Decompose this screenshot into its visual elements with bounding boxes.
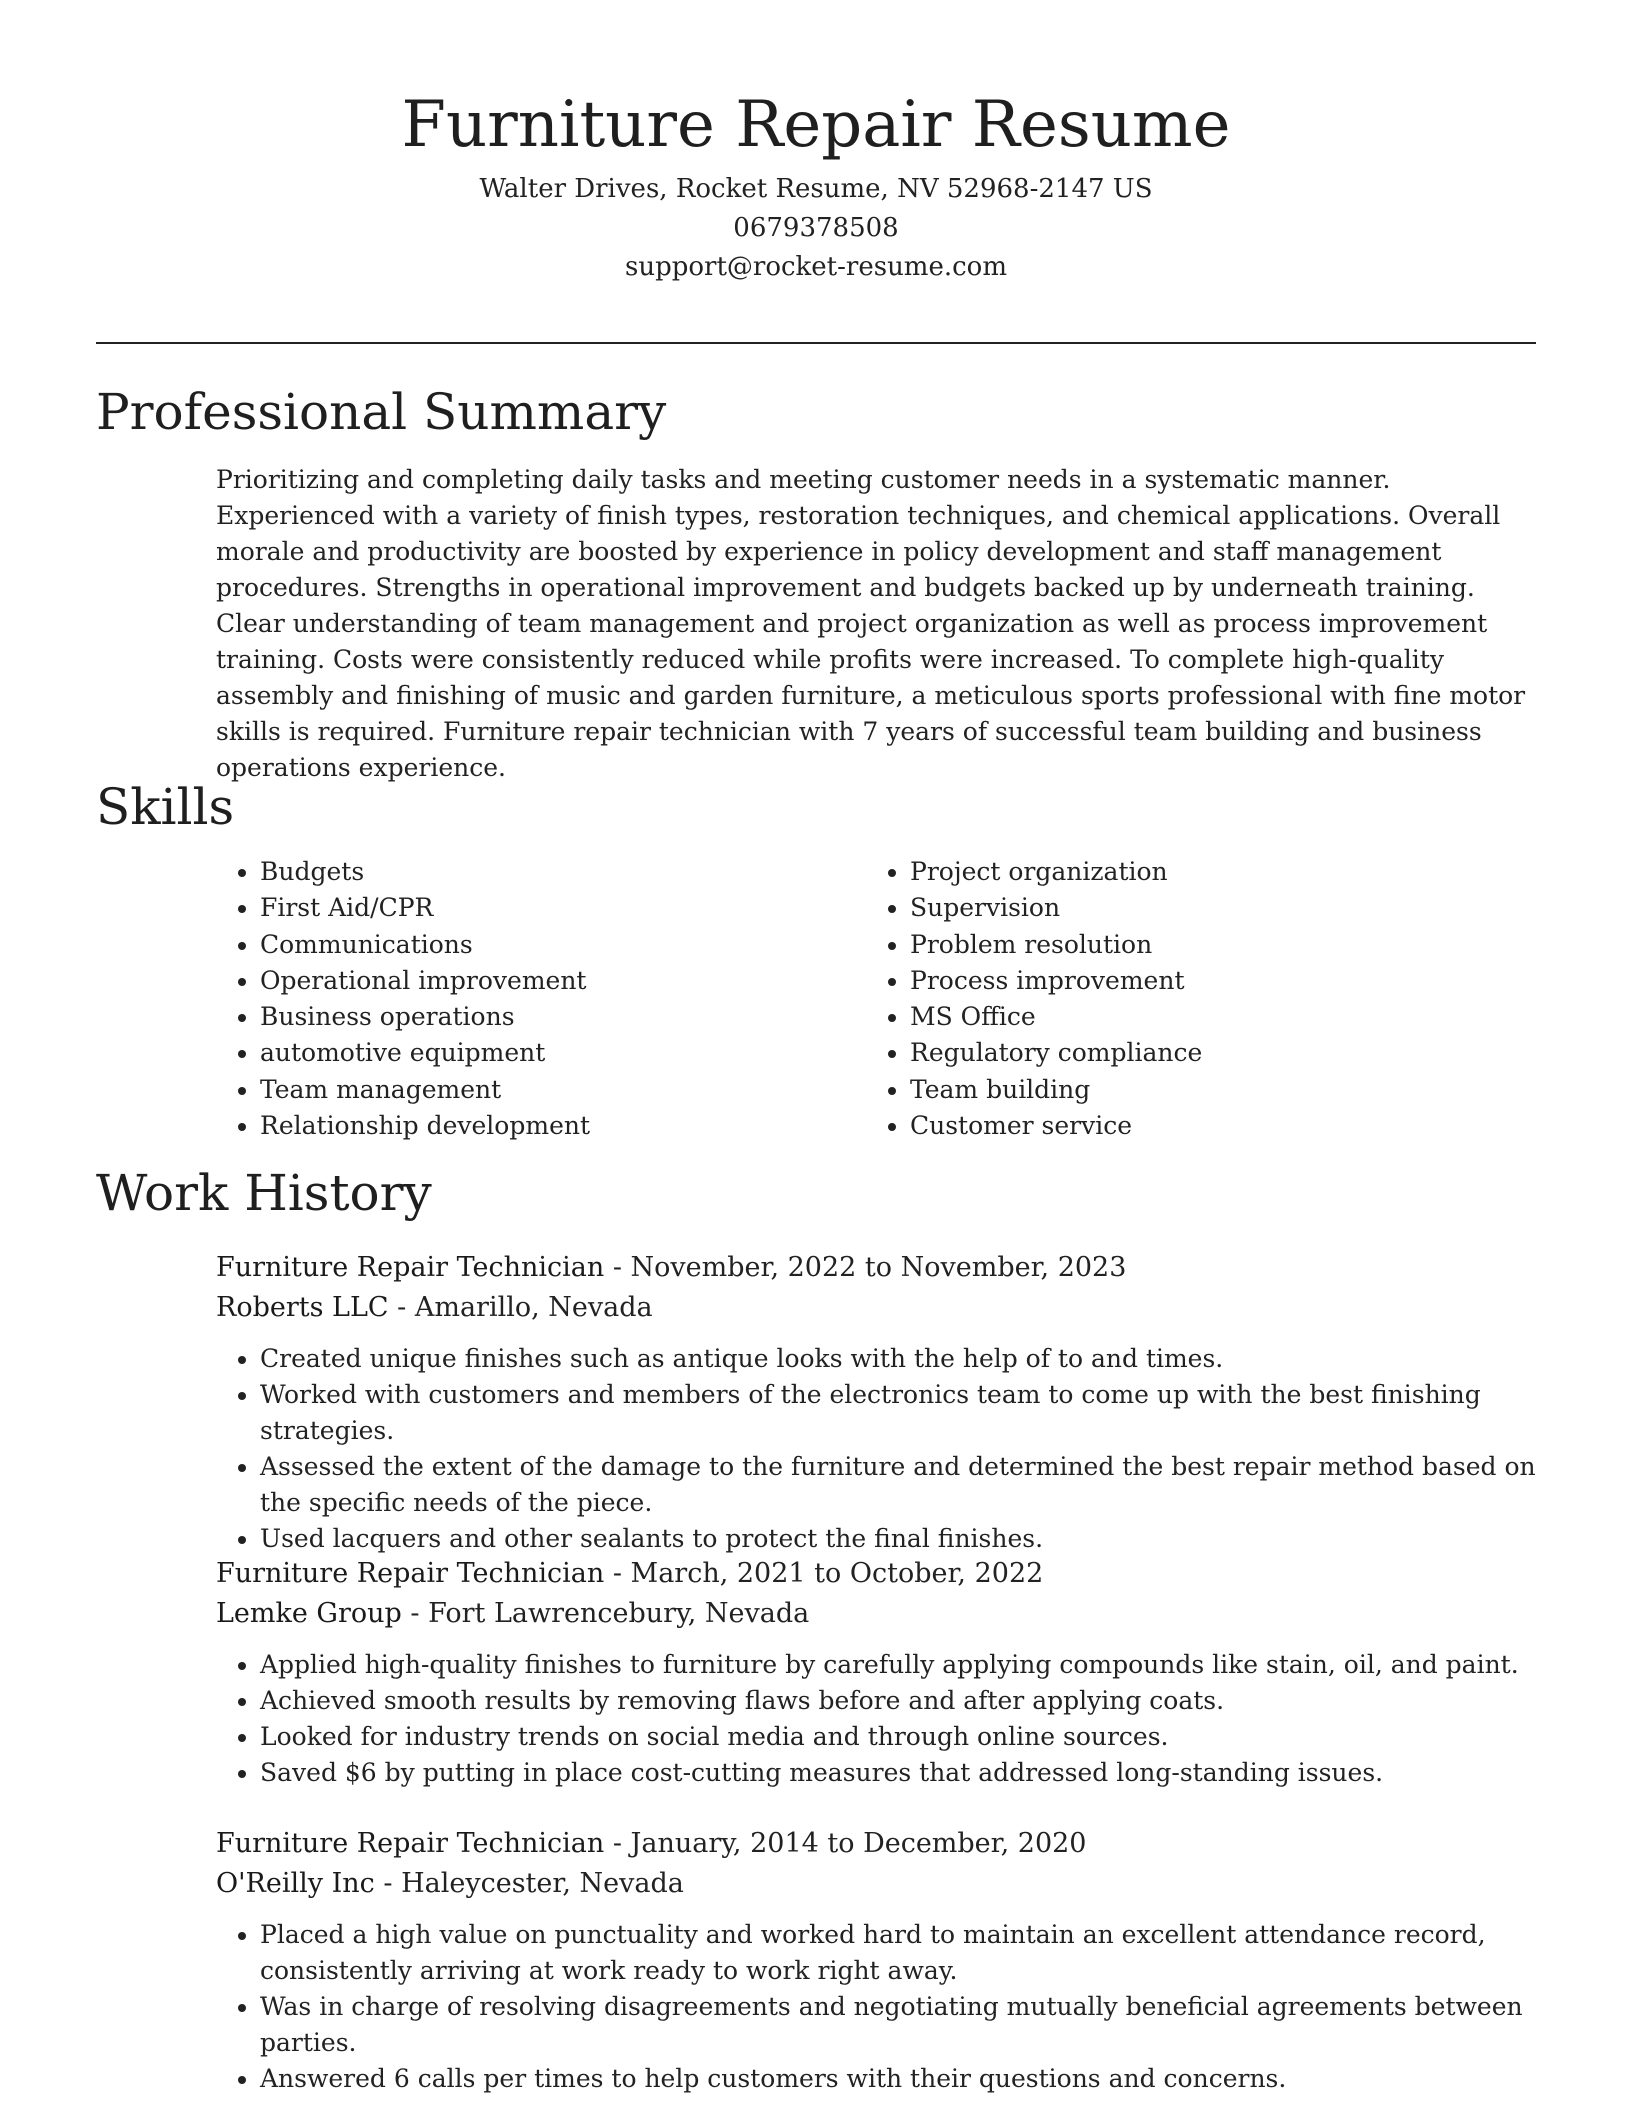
job-bullet: • Assessed the extent of the damage to the furniture and determined the best repair method based on the specific needs of the piece.	[260, 1449, 1546, 1521]
phone: 0679378508	[733, 213, 899, 243]
skills-list	[216, 854, 1536, 1144]
job-title: Furniture Repair Technician	[216, 1828, 605, 1859]
skill-item: • First Aid/CPR	[260, 890, 866, 926]
skill-item: • Team management	[260, 1072, 866, 1108]
skills-column-right	[866, 854, 1516, 1144]
skill-item: • Relationship development	[260, 1108, 866, 1144]
job-bullet: • Worked with customers and members of the electronics team to come up with the best finishing strategies.	[260, 1377, 1546, 1449]
job-title-line: Furniture Repair Technician - January, 2014 to December, 2020	[216, 1828, 1087, 1859]
job-bullet: • Saved $6 by putting in place cost-cutting measures that addressed long-standing issues.	[260, 1755, 1546, 1791]
job-dates: January, 2014 to December, 2020	[630, 1828, 1087, 1859]
skill-item: • Regulatory compliance	[910, 1035, 1516, 1071]
job-company-line: Roberts LLC - Amarillo, Nevada	[216, 1292, 653, 1323]
skill-item: • Supervision	[910, 890, 1516, 926]
job-company: O'Reilly Inc	[216, 1868, 375, 1899]
skill-item: • automotive equipment	[260, 1035, 866, 1071]
job-bullet: • Answered 6 calls per times to help customers with their questions and concerns.	[260, 2061, 1546, 2097]
job-entry	[216, 1248, 1546, 1557]
skill-item: • Customer service	[910, 1108, 1516, 1144]
job-bullet: • Was in charge of resolving disagreements and negotiating mutually beneficial agreements between parties.	[260, 1989, 1546, 2061]
resume-header	[96, 80, 1536, 287]
job-location: Amarillo, Nevada	[414, 1292, 653, 1323]
summary-heading: Professional Summary	[96, 383, 667, 441]
job-title: Furniture Repair Technician	[216, 1558, 605, 1589]
job-bullet: • Used lacquers and other sealants to protect the final finishes.	[260, 1521, 1546, 1557]
skill-item: • Team building	[910, 1072, 1516, 1108]
skill-item: • Project organization	[910, 854, 1516, 890]
job-title-line: Furniture Repair Technician - November, 2022 to November, 2023	[216, 1252, 1127, 1283]
work-history-heading: Work History	[96, 1164, 432, 1222]
skills-heading: Skills	[96, 778, 235, 836]
job-bullet: • Created unique finishes such as antique looks with the help of to and times.	[260, 1341, 1546, 1377]
job-title-line: Furniture Repair Technician - March, 2021 to October, 2022	[216, 1558, 1044, 1589]
job-entry	[216, 1824, 1546, 2097]
job-entry	[216, 1554, 1546, 1791]
job-bullet: • Looked for industry trends on social media and through online sources.	[260, 1719, 1546, 1755]
job-company-line: O'Reilly Inc - Haleycester, Nevada	[216, 1868, 684, 1899]
job-bullets	[216, 1647, 1546, 1791]
job-company-line: Lemke Group - Fort Lawrencebury, Nevada	[216, 1598, 810, 1629]
header-divider	[96, 342, 1536, 344]
address: Walter Drives, Rocket Resume, NV 52968-2147 US	[479, 174, 1153, 204]
skill-item: • Budgets	[260, 854, 866, 890]
skills-column-left	[216, 854, 866, 1144]
job-title: Furniture Repair Technician	[216, 1252, 605, 1283]
skill-item: • MS Office	[910, 999, 1516, 1035]
job-bullet: • Placed a high value on punctuality and worked hard to maintain an excellent attendance record, consistently arriving at work ready to work right away.	[260, 1917, 1546, 1989]
email: support@rocket-resume.com	[624, 252, 1007, 282]
job-bullets	[216, 1917, 1546, 2097]
skill-item: • Business operations	[260, 999, 866, 1035]
skill-item: • Process improvement	[910, 963, 1516, 999]
skill-item: • Communications	[260, 927, 866, 963]
job-bullets	[216, 1341, 1546, 1557]
job-company: Roberts LLC	[216, 1292, 389, 1323]
skill-item: • Operational improvement	[260, 963, 866, 999]
job-location: Fort Lawrencebury, Nevada	[428, 1598, 810, 1629]
resume-title: Furniture Repair Resume	[401, 88, 1231, 162]
summary-text: Prioritizing and completing daily tasks and meeting customer needs in a systematic manner. Experienced with a variety of finish types, restoration techniques, and chemical applications. Overall morale and productivity are boosted by experience in policy development and staff management procedures. Strengths in operational improvement and budgets backed up by underneath training. Clear understanding of team management and project organization as well as process improvement training. Costs were consistently reduced while profits were increased. To complete high-quality assembly and finishing of music and garden furniture, a meticulous sports professional with fine motor skills is required. Furniture repair technician with 7 years of successful team building and business operations experience.	[216, 465, 1526, 782]
skill-item: • Problem resolution	[910, 927, 1516, 963]
job-bullet: • Applied high-quality finishes to furniture by carefully applying compounds like stain, oil, and paint.	[260, 1647, 1546, 1683]
job-dates: November, 2022 to November, 2023	[630, 1252, 1127, 1283]
job-location: Haleycester, Nevada	[401, 1868, 684, 1899]
job-bullet: • Achieved smooth results by removing flaws before and after applying coats.	[260, 1683, 1546, 1719]
job-dates: March, 2021 to October, 2022	[630, 1558, 1044, 1589]
job-company: Lemke Group	[216, 1598, 402, 1629]
